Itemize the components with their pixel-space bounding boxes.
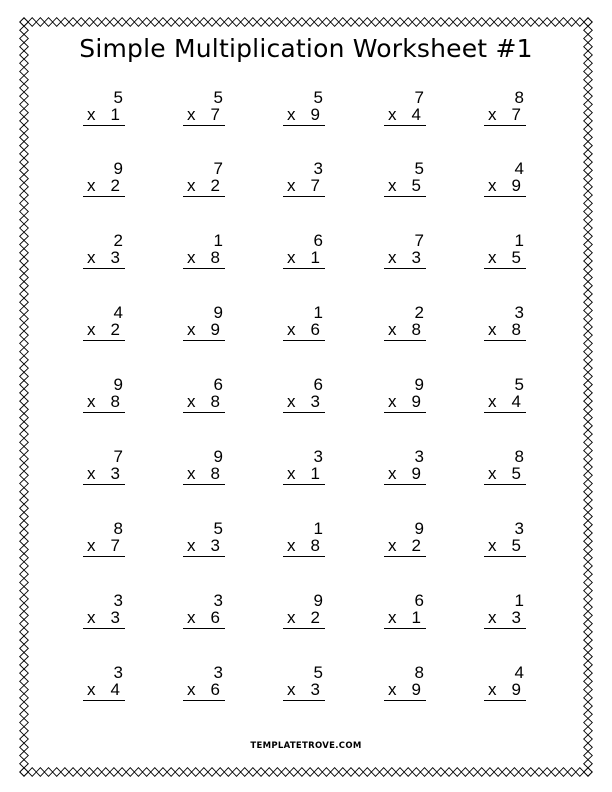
multiplier: 9: [511, 176, 521, 195]
multiplier: 2: [110, 176, 120, 195]
multiplier: 5: [511, 464, 521, 483]
times-sign: x: [87, 464, 96, 483]
multiplicand: 6: [213, 375, 223, 394]
multiplicand: 5: [213, 88, 223, 107]
times-sign: x: [187, 464, 196, 483]
multiplier-line: [83, 249, 125, 269]
multiplicand: 5: [213, 519, 223, 538]
multiplication-problem: [484, 160, 530, 200]
multiplicand: 3: [113, 591, 123, 610]
multiplicand: 1: [313, 303, 323, 322]
multiplier-line: [83, 465, 125, 485]
multiplier-line: [83, 177, 125, 197]
times-sign: x: [488, 105, 497, 124]
multiplier: 9: [310, 105, 320, 124]
multiplication-problem: [484, 304, 530, 344]
multiplier: 9: [511, 680, 521, 699]
multiplier: 1: [310, 464, 320, 483]
multiplier-line: [183, 393, 225, 413]
multiplication-problem: [183, 448, 229, 488]
times-sign: x: [287, 176, 296, 195]
multiplier: 1: [310, 248, 320, 267]
multiplicand: 8: [113, 519, 123, 538]
multiplication-problem: [484, 448, 530, 488]
times-sign: x: [287, 464, 296, 483]
multiplicand: 3: [313, 447, 323, 466]
multiplication-problem: [83, 520, 129, 560]
times-sign: x: [187, 176, 196, 195]
multiplier: 1: [110, 105, 120, 124]
multiplier: 3: [511, 608, 521, 627]
multiplier: 6: [210, 608, 220, 627]
multiplicand: 1: [514, 231, 524, 250]
times-sign: x: [187, 608, 196, 627]
times-sign: x: [187, 392, 196, 411]
multiplication-problem: [83, 448, 129, 488]
multiplier: 7: [310, 176, 320, 195]
multiplication-problem: [83, 89, 129, 129]
site-credit: TEMPLATETROVE.COM: [250, 741, 362, 751]
multiplication-problem: [484, 376, 530, 416]
times-sign: x: [488, 536, 497, 555]
multiplication-problem: [484, 232, 530, 272]
multiplication-problem: [183, 592, 229, 632]
multiplicand: 7: [213, 159, 223, 178]
multiplication-problem: [384, 89, 430, 129]
times-sign: x: [187, 536, 196, 555]
times-sign: x: [287, 105, 296, 124]
multiplier: 9: [411, 680, 421, 699]
multiplicand: 8: [514, 88, 524, 107]
times-sign: x: [388, 536, 397, 555]
multiplier: 2: [411, 536, 421, 555]
multiplicand: 3: [514, 303, 524, 322]
multiplicand: 3: [213, 591, 223, 610]
multiplier-line: [83, 393, 125, 413]
times-sign: x: [87, 105, 96, 124]
times-sign: x: [488, 464, 497, 483]
times-sign: x: [388, 680, 397, 699]
multiplication-problem: [283, 304, 329, 344]
times-sign: x: [287, 248, 296, 267]
multiplication-problem: [183, 89, 229, 129]
multiplier: 3: [411, 248, 421, 267]
multiplier: 9: [411, 464, 421, 483]
multiplication-problem: [83, 592, 129, 632]
multiplicand: 1: [213, 231, 223, 250]
multiplier: 3: [310, 680, 320, 699]
multiplier-line: [183, 537, 225, 557]
multiplier-line: [283, 249, 325, 269]
times-sign: x: [488, 248, 497, 267]
multiplication-problem: [83, 376, 129, 416]
multiplier-line: [83, 681, 125, 701]
times-sign: x: [287, 608, 296, 627]
times-sign: x: [187, 105, 196, 124]
times-sign: x: [488, 608, 497, 627]
multiplier-line: [83, 537, 125, 557]
multiplicand: 7: [113, 447, 123, 466]
multiplication-problem: [183, 304, 229, 344]
multiplier-line: [484, 465, 526, 485]
multiplication-problem: [83, 304, 129, 344]
multiplier: 4: [110, 680, 120, 699]
multiplicand: 5: [414, 159, 424, 178]
times-sign: x: [187, 248, 196, 267]
multiplicand: 3: [514, 519, 524, 538]
multiplicand: 5: [313, 663, 323, 682]
multiplicand: 7: [414, 88, 424, 107]
multiplicand: 2: [414, 303, 424, 322]
multiplicand: 3: [414, 447, 424, 466]
multiplier-line: [183, 321, 225, 341]
multiplier: 4: [411, 105, 421, 124]
multiplier: 5: [511, 248, 521, 267]
multiplier-line: [484, 393, 526, 413]
multiplier: 5: [511, 536, 521, 555]
multiplier: 2: [310, 608, 320, 627]
multiplier-line: [283, 681, 325, 701]
multiplication-problem: [83, 232, 129, 272]
times-sign: x: [287, 536, 296, 555]
multiplier: 3: [110, 464, 120, 483]
multiplicand: 8: [414, 663, 424, 682]
multiplier-line: [384, 393, 426, 413]
multiplicand: 4: [514, 159, 524, 178]
multiplication-problem: [484, 89, 530, 129]
multiplier: 6: [310, 320, 320, 339]
multiplier: 2: [210, 176, 220, 195]
multiplicand: 3: [313, 159, 323, 178]
multiplier: 3: [110, 248, 120, 267]
times-sign: x: [287, 320, 296, 339]
multiplicand: 7: [414, 231, 424, 250]
multiplier-line: [384, 177, 426, 197]
multiplier: 8: [210, 248, 220, 267]
multiplier-line: [384, 681, 426, 701]
times-sign: x: [287, 680, 296, 699]
multiplication-problem: [384, 520, 430, 560]
multiplication-problem: [484, 520, 530, 560]
multiplication-problem: [384, 160, 430, 200]
times-sign: x: [388, 464, 397, 483]
multiplication-problem: [83, 160, 129, 200]
multiplication-problem: [183, 232, 229, 272]
multiplication-problem: [484, 592, 530, 632]
multiplier: 8: [210, 392, 220, 411]
multiplier: 8: [310, 536, 320, 555]
multiplicand: 5: [313, 88, 323, 107]
multiplier-line: [183, 465, 225, 485]
multiplier: 5: [411, 176, 421, 195]
multiplier: 3: [110, 608, 120, 627]
multiplier-line: [384, 537, 426, 557]
multiplicand: 9: [414, 375, 424, 394]
multiplicand: 6: [313, 231, 323, 250]
multiplicand: 3: [113, 663, 123, 682]
multiplier: 3: [310, 392, 320, 411]
multiplicand: 6: [313, 375, 323, 394]
multiplication-problem: [83, 664, 129, 704]
multiplication-problem: [283, 520, 329, 560]
multiplier: 3: [210, 536, 220, 555]
times-sign: x: [87, 176, 96, 195]
times-sign: x: [388, 392, 397, 411]
multiplication-problem: [283, 448, 329, 488]
multiplicand: 8: [514, 447, 524, 466]
multiplication-problem: [384, 304, 430, 344]
multiplier-line: [384, 249, 426, 269]
multiplier: 6: [210, 680, 220, 699]
multiplier: 2: [110, 320, 120, 339]
multiplier-line: [484, 537, 526, 557]
multiplicand: 9: [213, 303, 223, 322]
multiplier-line: [183, 249, 225, 269]
multiplication-problem: [384, 592, 430, 632]
multiplication-problem: [484, 664, 530, 704]
multiplier-line: [83, 106, 125, 126]
times-sign: x: [388, 176, 397, 195]
multiplier-line: [183, 106, 225, 126]
multiplication-problem: [283, 89, 329, 129]
times-sign: x: [388, 320, 397, 339]
times-sign: x: [87, 248, 96, 267]
multiplier-line: [384, 106, 426, 126]
multiplier: 8: [411, 320, 421, 339]
multiplier-line: [484, 609, 526, 629]
times-sign: x: [488, 320, 497, 339]
multiplication-problem: [384, 664, 430, 704]
times-sign: x: [87, 608, 96, 627]
multiplication-problem: [283, 592, 329, 632]
multiplicand: 9: [113, 375, 123, 394]
multiplicand: 4: [113, 303, 123, 322]
times-sign: x: [87, 536, 96, 555]
multiplier-line: [83, 609, 125, 629]
multiplication-problem: [183, 160, 229, 200]
multiplier-line: [484, 321, 526, 341]
times-sign: x: [488, 680, 497, 699]
multiplication-problem: [283, 232, 329, 272]
multiplier: 4: [511, 392, 521, 411]
multiplicand: 6: [414, 591, 424, 610]
multiplier-line: [484, 106, 526, 126]
times-sign: x: [388, 608, 397, 627]
times-sign: x: [488, 392, 497, 411]
multiplier-line: [183, 681, 225, 701]
multiplier-line: [183, 609, 225, 629]
multiplier-line: [384, 609, 426, 629]
multiplication-problem: [384, 376, 430, 416]
times-sign: x: [388, 248, 397, 267]
multiplication-problem: [384, 232, 430, 272]
multiplier: 7: [210, 105, 220, 124]
multiplier-line: [384, 321, 426, 341]
multiplication-problem: [283, 664, 329, 704]
multiplier: 8: [511, 320, 521, 339]
multiplier-line: [83, 321, 125, 341]
times-sign: x: [187, 680, 196, 699]
times-sign: x: [488, 176, 497, 195]
times-sign: x: [187, 320, 196, 339]
times-sign: x: [87, 320, 96, 339]
multiplier-line: [484, 681, 526, 701]
multiplicand: 9: [414, 519, 424, 538]
multiplier: 7: [511, 105, 521, 124]
multiplier-line: [283, 393, 325, 413]
multiplier-line: [283, 106, 325, 126]
multiplier-line: [384, 465, 426, 485]
multiplier: 8: [210, 464, 220, 483]
multiplicand: 1: [514, 591, 524, 610]
multiplication-problem: [283, 160, 329, 200]
multiplier-line: [283, 537, 325, 557]
multiplier: 9: [210, 320, 220, 339]
multiplier-line: [283, 177, 325, 197]
times-sign: x: [287, 392, 296, 411]
multiplicand: 5: [113, 88, 123, 107]
multiplier: 8: [110, 392, 120, 411]
multiplication-problem: [384, 448, 430, 488]
worksheet-title: Simple Multiplication Worksheet #1: [79, 34, 533, 63]
multiplication-problem: [183, 664, 229, 704]
multiplier: 7: [110, 536, 120, 555]
times-sign: x: [388, 105, 397, 124]
multiplicand: 2: [113, 231, 123, 250]
multiplicand: 9: [213, 447, 223, 466]
multiplier: 1: [411, 608, 421, 627]
multiplier-line: [283, 321, 325, 341]
multiplier-line: [484, 249, 526, 269]
multiplier-line: [283, 465, 325, 485]
multiplier-line: [484, 177, 526, 197]
multiplication-problem: [283, 376, 329, 416]
multiplier-line: [283, 609, 325, 629]
multiplicand: 5: [514, 375, 524, 394]
multiplicand: 4: [514, 663, 524, 682]
times-sign: x: [87, 680, 96, 699]
multiplication-problem: [183, 376, 229, 416]
multiplication-problem: [183, 520, 229, 560]
multiplicand: 9: [313, 591, 323, 610]
times-sign: x: [87, 392, 96, 411]
multiplicand: 1: [313, 519, 323, 538]
multiplicand: 9: [113, 159, 123, 178]
multiplier-line: [183, 177, 225, 197]
multiplicand: 3: [213, 663, 223, 682]
multiplier: 9: [411, 392, 421, 411]
